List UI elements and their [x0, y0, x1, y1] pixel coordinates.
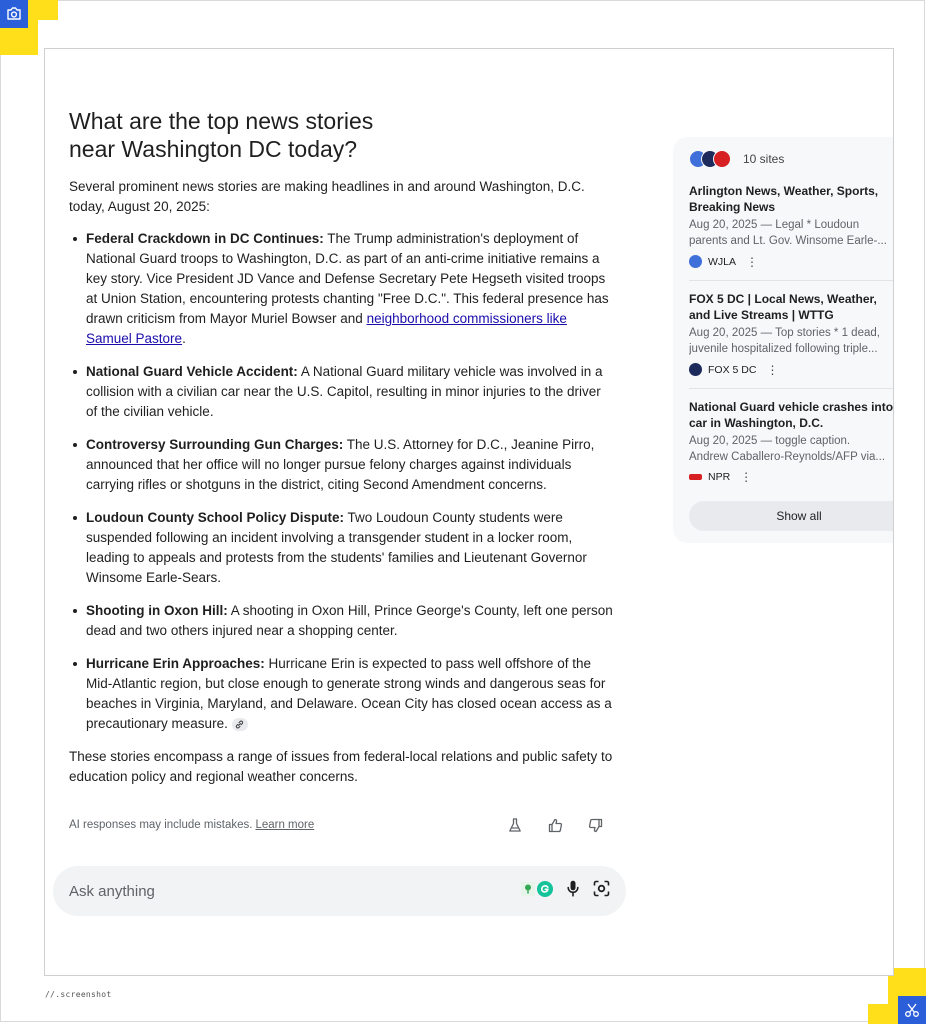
lens-camera-icon[interactable]	[593, 880, 610, 902]
question-line-2: near Washington DC today?	[69, 136, 358, 162]
answer-intro: Several prominent news stories are making headlines in and around Washington, D.C. today, August 20, 2025:	[69, 179, 585, 214]
corner-decoration-top-left	[0, 0, 58, 55]
story-text: Hurricane Erin is expected to pass well offshore of the Mid-Atlantic region, but close enough to generate strong winds and dangerous seas for beaches in Virginia, Maryland, and Delaware. Ocean City has closed ocean access as a precautionary measure.	[86, 656, 612, 731]
source-favicons	[689, 150, 725, 168]
source-meta	[689, 255, 894, 268]
feedback-buttons	[506, 816, 604, 834]
story-text: The U.S. Attorney for D.C., Jeanine Pirro, announced that her office will no longer pursue felony charges against individuals carrying rifles or shotguns in the district, citing Second Amendment concerns.	[86, 437, 595, 492]
sites-count: 10 sites	[743, 152, 785, 166]
disclaimer-row	[69, 815, 604, 835]
more-options-icon[interactable]: ⋮	[740, 470, 753, 484]
source-meta	[689, 471, 894, 483]
story-title: Hurricane Erin Approaches:	[86, 656, 265, 671]
source-snippet	[689, 434, 894, 465]
watermark: //.screenshot	[45, 990, 112, 999]
more-options-icon[interactable]: ⋮	[766, 362, 779, 377]
thumbs-up-icon[interactable]	[546, 816, 564, 834]
ask-bar-icons	[521, 880, 610, 902]
snippet-line-2: Andrew Caballero-Reynolds/AFP via...	[689, 450, 886, 463]
neighborhood-commissioners-link[interactable]: neighborhood commissioners like Samuel Pastore	[86, 311, 567, 346]
answer-outro: These stories encompass a range of issues from federal-local relations and public safety to education policy and regional weather concerns.	[69, 749, 613, 784]
source-title[interactable]: National Guard vehicle crashes into car in Washington, D.C.	[689, 400, 894, 430]
source-meta	[689, 363, 894, 376]
source-name: FOX 5 DC	[708, 363, 757, 376]
source-card[interactable]	[689, 399, 894, 495]
fox5-logo-icon	[689, 363, 702, 376]
source-snippet	[689, 218, 894, 249]
snippet-line-2: juvenile hospitalized following triple...	[689, 342, 878, 355]
disclaimer-text: AI responses may include mistakes.	[69, 819, 253, 831]
sources-panel	[673, 137, 894, 543]
extension-pin-icon[interactable]	[521, 882, 535, 901]
list-item	[86, 508, 614, 588]
source-snippet	[689, 326, 894, 357]
story-title: Federal Crackdown in DC Continues:	[86, 231, 324, 246]
more-options-icon[interactable]: ⋮	[746, 254, 759, 269]
wjla-logo-icon	[689, 255, 702, 268]
learn-more-link[interactable]: Learn more	[255, 819, 315, 831]
question-line-1: What are the top news stories	[69, 108, 374, 134]
stories-list	[69, 229, 614, 734]
list-item	[86, 229, 614, 349]
ask-anything-input[interactable]	[53, 866, 626, 916]
list-item	[86, 654, 614, 734]
ask-placeholder: Ask anything	[69, 882, 155, 900]
source-name: NPR	[708, 471, 731, 483]
source-card[interactable]	[689, 183, 894, 281]
grammarly-icon[interactable]	[537, 881, 553, 902]
npr-favicon-icon	[713, 150, 731, 168]
snippet-line-1: Aug 20, 2025 — Top stories * 1 dead,	[689, 327, 880, 339]
story-title: Shooting in Oxon Hill:	[86, 603, 228, 618]
camera-icon[interactable]	[0, 0, 28, 28]
story-text: A shooting in Oxon Hill, Prince George's County, left one person dead and two others injured near a shopping center.	[86, 603, 613, 638]
extension-icons	[521, 881, 553, 902]
microphone-icon[interactable]	[567, 880, 579, 902]
source-card[interactable]	[689, 291, 894, 389]
ai-overview-screenshot	[44, 48, 894, 976]
corner-decoration-bottom-right	[868, 968, 926, 1024]
list-item	[86, 601, 614, 641]
source-name: WJLA	[708, 255, 737, 268]
snippet-line-1: Aug 20, 2025 — Legal * Loudoun	[689, 219, 860, 231]
source-title[interactable]: Arlington News, Weather, Sports, Breaking News	[689, 184, 879, 214]
thumbs-down-icon[interactable]	[586, 816, 604, 834]
list-item	[86, 435, 614, 495]
story-text-end: .	[182, 331, 186, 346]
question-heading	[69, 107, 614, 163]
scissors-icon[interactable]	[898, 996, 926, 1024]
story-text: The Trump administration's deployment of National Guard troops to Washington, D.C. as part of an anti-crime initiative remains a key story. Vice President JD Vance and Defense Secretary Pete Hegseth visited troops at Union Station, encountering protests chanting "Free D.C.". This federal presence has drawn criticism from Mayor Muriel Bowser and	[86, 231, 609, 326]
story-text: Two Loudoun County students were suspended following an incident involving a transgender student in a locker room, leading to appeals and protests from the students' families and Lieutenant Governor Winsome Earle-Sears.	[86, 510, 587, 585]
story-title: National Guard Vehicle Accident:	[86, 364, 298, 379]
story-title: Controversy Surrounding Gun Charges:	[86, 437, 344, 452]
snippet-line-1: Aug 20, 2025 — toggle caption.	[689, 435, 851, 447]
labs-flask-icon[interactable]	[506, 816, 524, 834]
npr-logo-icon	[689, 474, 702, 480]
ai-answer	[69, 107, 614, 787]
story-text: A National Guard military vehicle was involved in a collision with a civilian car near the U.S. Capitol, resulting in minor injuries to the driver of the civilian vehicle.	[86, 364, 603, 419]
story-title: Loudoun County School Policy Dispute:	[86, 510, 344, 525]
list-item	[86, 362, 614, 422]
source-title[interactable]: FOX 5 DC | Local News, Weather, and Live Streams | WTTG	[689, 292, 877, 322]
citation-link-icon[interactable]	[232, 718, 248, 731]
show-all-button[interactable]: Show all	[689, 501, 894, 531]
sources-header[interactable]	[689, 149, 894, 169]
snippet-line-2: parents and Lt. Gov. Winsome Earle-...	[689, 234, 887, 247]
